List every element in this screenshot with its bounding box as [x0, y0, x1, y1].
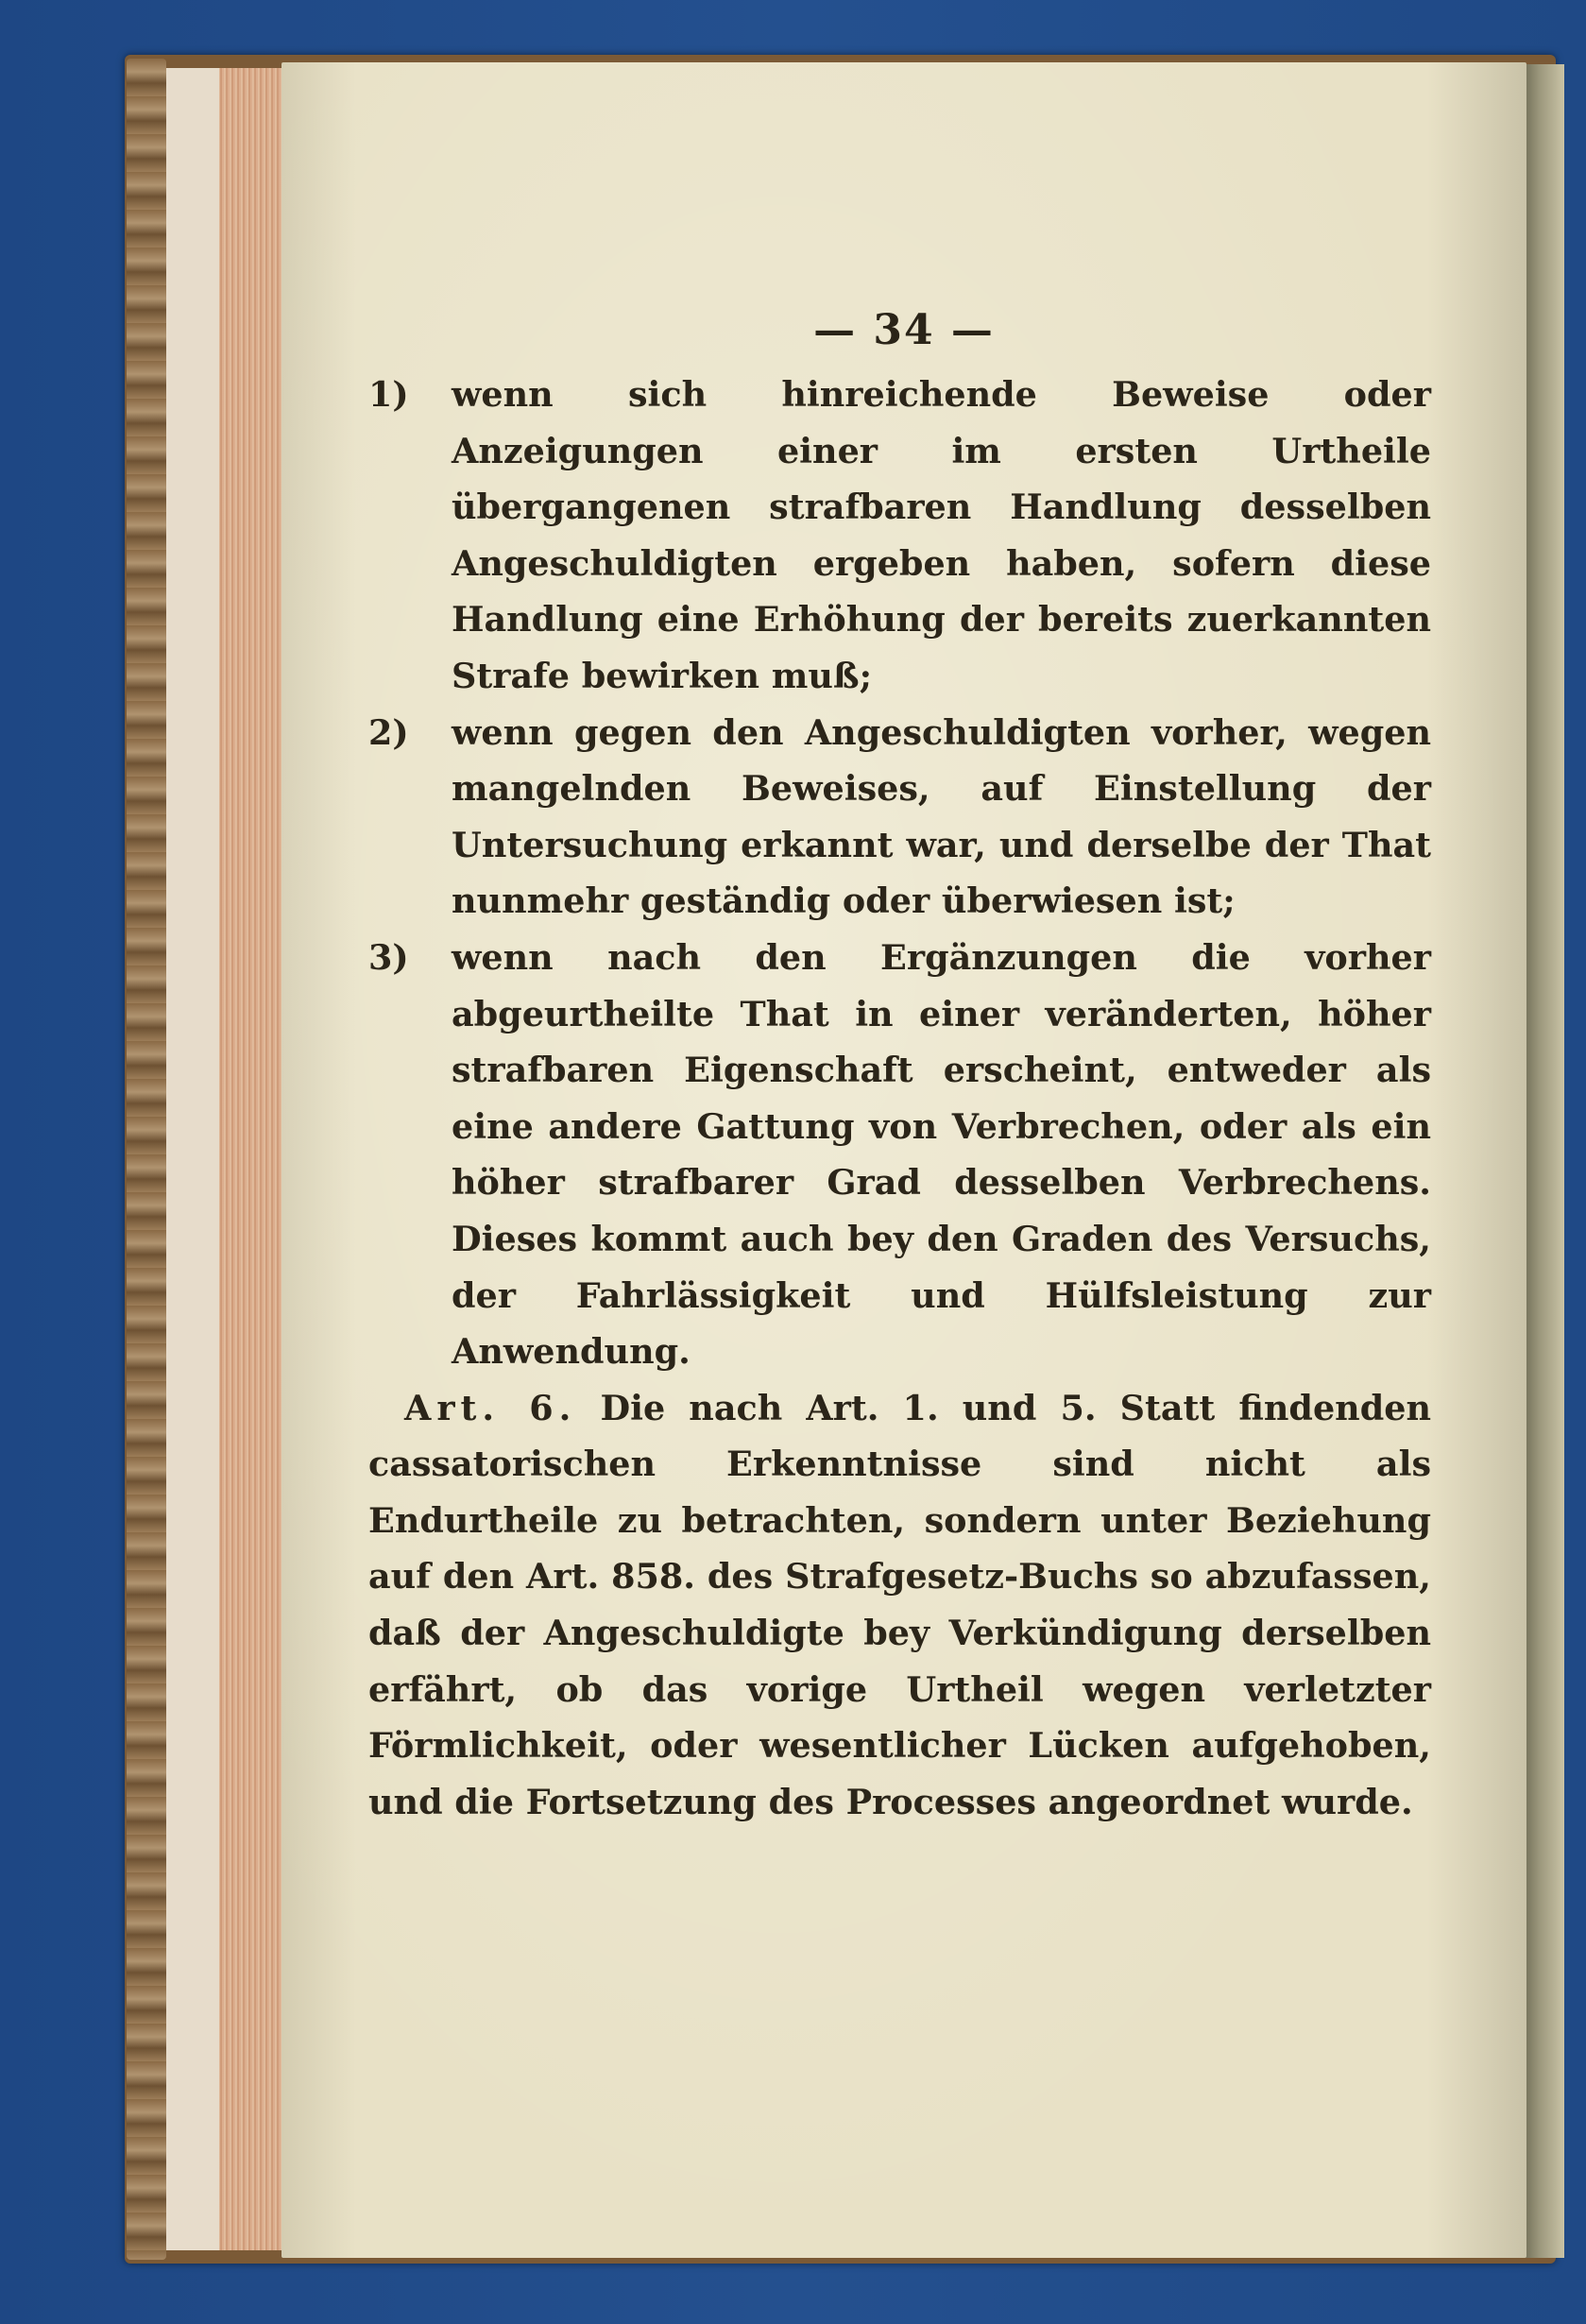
- list-item: [368, 930, 1431, 1380]
- list-item: [368, 705, 1431, 930]
- item-text: wenn nach den Ergänzungen die vorher abgeurtheilte That in einer veränderten, höher strafbaren Eigenschaft erscheint, entweder als eine andere Gattung von Verbrechen, oder als ein höher strafbarer Grad desselben Verbrechens. Dieses kommt auch bey den Graden des Versuchs, der Fahrlässigkeit und Hülfsleistung zur Anwendung.: [452, 936, 1431, 1373]
- article-label: Art. 6.: [404, 1387, 577, 1428]
- item-text: wenn gegen den Angeschuldigten vorher, wegen mangelnden Beweises, auf Einstellung der Untersuchung erkannt war, und derselbe der That nunmehr geständig oder überwiesen ist;: [452, 711, 1431, 922]
- book-binding: [127, 59, 166, 2260]
- item-number: 2): [368, 711, 409, 753]
- left-leaf: [166, 68, 219, 2250]
- article-paragraph: [368, 1380, 1431, 1831]
- item-number: 3): [368, 936, 409, 978]
- article-text: Die nach Art. 1. und 5. Statt findenden cassatorischen Erkenntnisse sind nicht als Endurtheile zu betrachten, sondern unter Beziehung auf den Art. 858. des Strafgesetz-Buchs so abzufassen, daß der Angeschuldigte bey Verkündigung derselben erfährt, ob das vorige Urtheil wegen verletzter Förmlichkeit, oder wesentlicher Lücken aufgehoben, und die Fortsetzung des Processes angeordnet wurde.: [368, 1387, 1431, 1822]
- item-number: 1): [368, 374, 409, 415]
- item-text: wenn sich hinreichende Beweise oder Anzeigungen einer im ersten Urtheile übergangenen strafbaren Handlung desselben Angeschuldigten ergeben haben, sofern diese Handlung eine Erhöhung der bereits zuerkannten Strafe bewirken muß;: [452, 374, 1431, 696]
- page-number: — 34 —: [813, 306, 995, 354]
- right-page-edge: [1523, 64, 1564, 2258]
- page-text: [368, 367, 1431, 1830]
- list-item: [368, 367, 1431, 705]
